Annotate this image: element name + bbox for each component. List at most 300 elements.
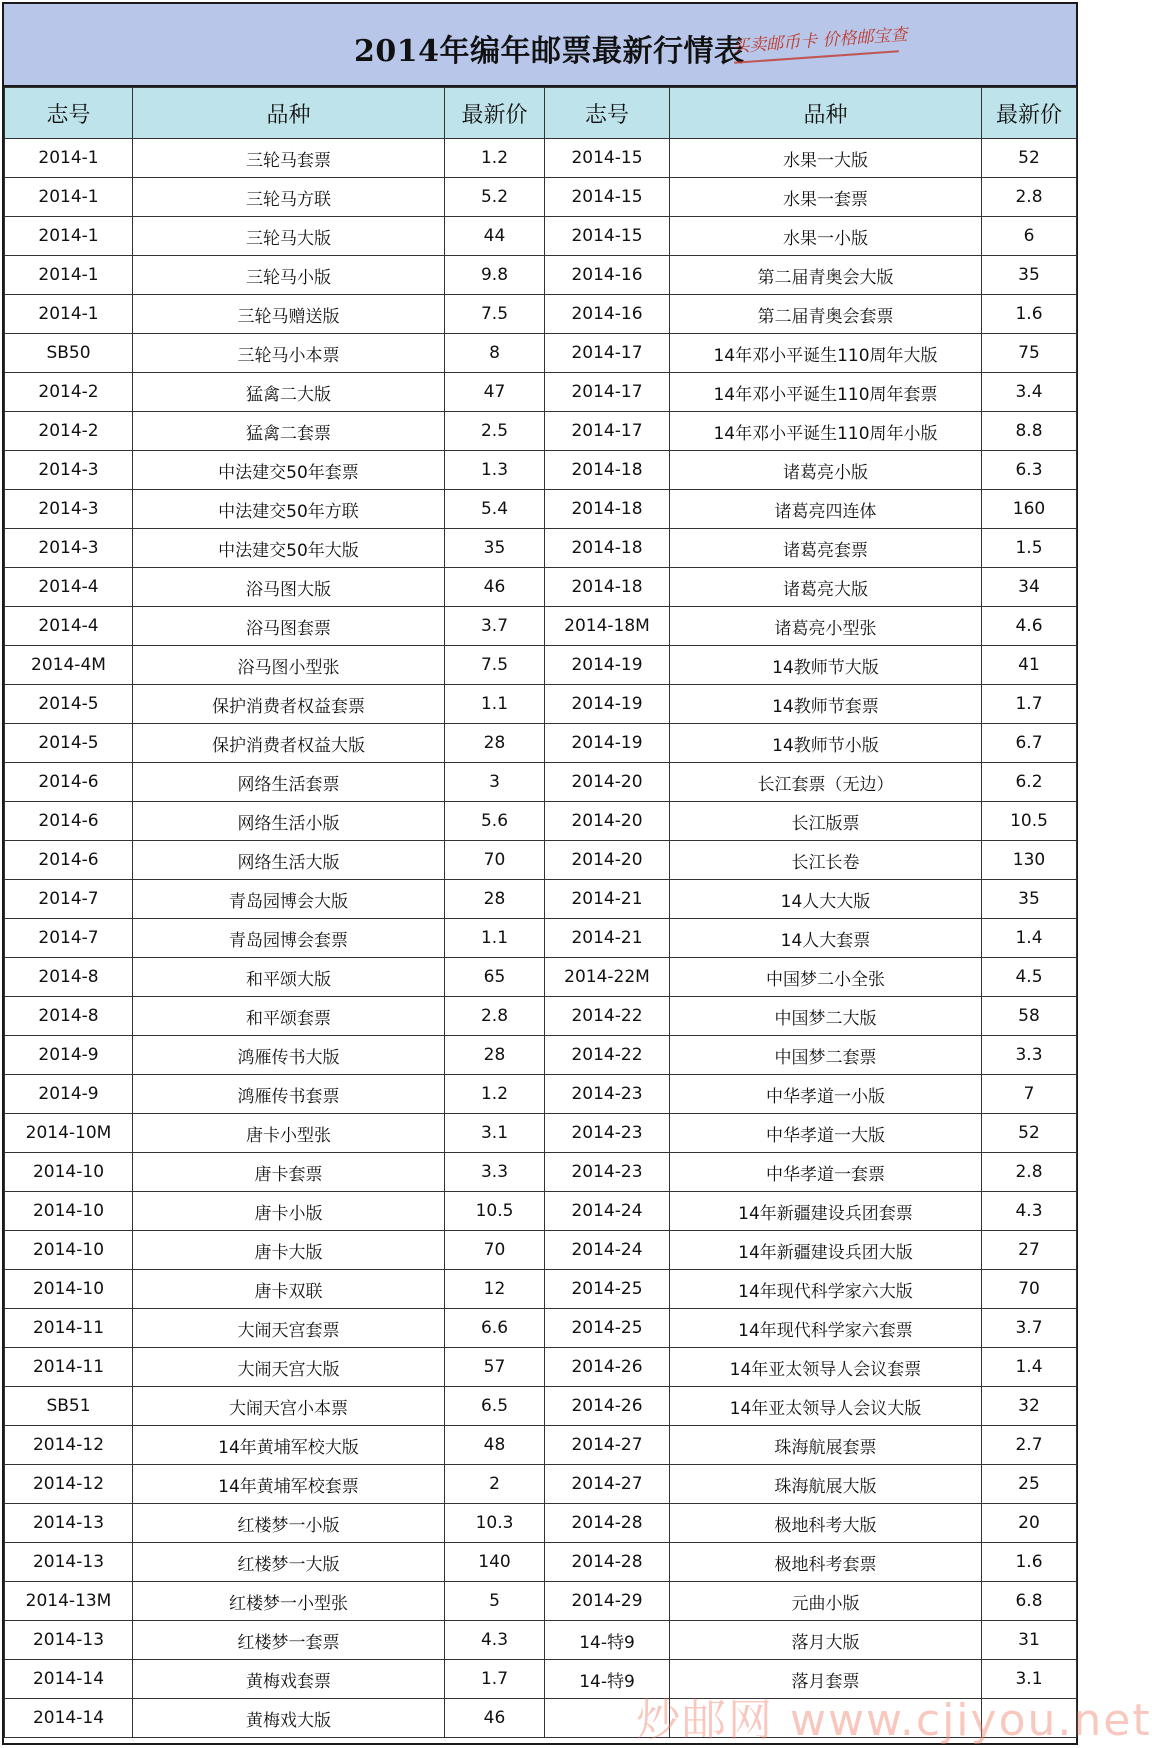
table-row [5,1387,1077,1426]
left-name-cell: 中法建交50年方联 [133,490,445,529]
table-row [5,1465,1077,1504]
table-row [5,1504,1077,1543]
left-id-cell: 2014-14 [5,1660,133,1699]
right-id-cell: 2014-18 [545,451,670,490]
right-name-cell: 14人大大版 [670,880,982,919]
left-id-cell: 2014-4 [5,607,133,646]
right-price-cell: 58 [982,997,1077,1036]
left-name-cell: 鸿雁传书套票 [133,1075,445,1114]
table-row [5,178,1077,217]
right-price-cell: 35 [982,880,1077,919]
right-name-cell: 14年邓小平诞生110周年套票 [670,373,982,412]
right-id-cell: 2014-24 [545,1192,670,1231]
left-name-cell: 唐卡小版 [133,1192,445,1231]
left-price-cell: 3.7 [445,607,545,646]
left-id-cell: 2014-1 [5,217,133,256]
left-id-cell: 2014-10 [5,1231,133,1270]
right-name-cell: 中华孝道一套票 [670,1153,982,1192]
table-row [5,763,1077,802]
left-id-cell: 2014-12 [5,1465,133,1504]
left-id-cell: 2014-2 [5,373,133,412]
right-id-cell: 2014-15 [545,217,670,256]
left-id-cell: 2014-6 [5,802,133,841]
right-price-cell: 130 [982,841,1077,880]
right-name-cell [670,1699,982,1738]
left-name-cell: 唐卡双联 [133,1270,445,1309]
right-price-cell: 35 [982,256,1077,295]
table-row [5,802,1077,841]
left-price-cell: 1.7 [445,1660,545,1699]
right-price-cell: 31 [982,1621,1077,1660]
table-row [5,841,1077,880]
right-price-cell: 3.1 [982,1660,1077,1699]
right-name-cell: 14年亚太领导人会议套票 [670,1348,982,1387]
right-price-cell: 6.7 [982,724,1077,763]
left-price-cell: 2 [445,1465,545,1504]
left-name-cell: 和平颂大版 [133,958,445,997]
right-name-cell: 诸葛亮小版 [670,451,982,490]
left-id-cell: SB51 [5,1387,133,1426]
right-id-cell: 2014-16 [545,256,670,295]
left-id-cell: 2014-9 [5,1036,133,1075]
right-name-cell: 14年邓小平诞生110周年大版 [670,334,982,373]
left-name-cell: 唐卡大版 [133,1231,445,1270]
right-name-cell: 落月大版 [670,1621,982,1660]
left-id-cell: 2014-13 [5,1504,133,1543]
left-price-cell: 46 [445,568,545,607]
left-id-cell: 2014-5 [5,724,133,763]
left-price-cell: 3.1 [445,1114,545,1153]
left-price-cell: 3.3 [445,1153,545,1192]
left-name-cell: 浴马图小型张 [133,646,445,685]
left-price-cell: 46 [445,1699,545,1738]
right-name-cell: 中华孝道一小版 [670,1075,982,1114]
table-row [5,1699,1077,1738]
right-id-cell: 2014-27 [545,1465,670,1504]
right-price-cell: 160 [982,490,1077,529]
right-name-cell: 14教师节小版 [670,724,982,763]
left-price-cell: 6.5 [445,1387,545,1426]
left-id-cell: 2014-6 [5,763,133,802]
right-name-cell: 元曲小版 [670,1582,982,1621]
table-row [5,217,1077,256]
right-price-cell: 6.3 [982,451,1077,490]
left-name-cell: 14年黄埔军校大版 [133,1426,445,1465]
left-id-cell: 2014-10 [5,1192,133,1231]
table-row [5,1114,1077,1153]
right-name-cell: 14人大套票 [670,919,982,958]
right-name-cell: 14年现代科学家六套票 [670,1309,982,1348]
left-price-cell: 28 [445,724,545,763]
right-price-cell: 3.3 [982,1036,1077,1075]
left-price-cell: 2.8 [445,997,545,1036]
right-price-cell: 1.5 [982,529,1077,568]
right-name-cell: 诸葛亮四连体 [670,490,982,529]
header-left-price: 最新价 [445,88,545,139]
table-row [5,295,1077,334]
right-id-cell: 2014-17 [545,412,670,451]
right-id-cell: 2014-17 [545,373,670,412]
right-id-cell: 2014-20 [545,802,670,841]
right-name-cell: 水果一小版 [670,217,982,256]
right-id-cell: 2014-21 [545,880,670,919]
right-id-cell: 2014-28 [545,1504,670,1543]
right-name-cell: 诸葛亮大版 [670,568,982,607]
right-id-cell: 2014-23 [545,1114,670,1153]
table-row [5,373,1077,412]
right-id-cell: 2014-19 [545,724,670,763]
price-sheet [2,2,1152,1746]
table-row [5,490,1077,529]
left-price-cell: 140 [445,1543,545,1582]
right-price-cell: 4.3 [982,1192,1077,1231]
table-row [5,568,1077,607]
left-name-cell: 红楼梦一小型张 [133,1582,445,1621]
right-name-cell: 珠海航展套票 [670,1426,982,1465]
left-name-cell: 红楼梦一大版 [133,1543,445,1582]
left-price-cell: 10.5 [445,1192,545,1231]
table-row [5,724,1077,763]
right-name-cell: 14教师节大版 [670,646,982,685]
table-row [5,646,1077,685]
left-price-cell: 8 [445,334,545,373]
left-price-cell: 3 [445,763,545,802]
table-row [5,1270,1077,1309]
left-price-cell: 5.6 [445,802,545,841]
right-name-cell: 长江套票（无边） [670,763,982,802]
left-price-cell: 12 [445,1270,545,1309]
right-price-cell: 3.7 [982,1309,1077,1348]
left-id-cell: 2014-1 [5,139,133,178]
left-id-cell: SB50 [5,334,133,373]
left-name-cell: 青岛园博会套票 [133,919,445,958]
right-price-cell: 70 [982,1270,1077,1309]
right-name-cell: 长江长卷 [670,841,982,880]
left-price-cell: 70 [445,1231,545,1270]
left-price-cell: 35 [445,529,545,568]
left-price-cell: 44 [445,217,545,256]
left-price-cell: 70 [445,841,545,880]
right-name-cell: 长江版票 [670,802,982,841]
left-price-cell: 6.6 [445,1309,545,1348]
right-id-cell: 2014-15 [545,139,670,178]
right-price-cell: 10.5 [982,802,1077,841]
right-price-cell: 4.5 [982,958,1077,997]
right-id-cell: 14-特9 [545,1660,670,1699]
right-price-cell: 6.8 [982,1582,1077,1621]
right-id-cell: 2014-16 [545,295,670,334]
left-id-cell: 2014-13 [5,1621,133,1660]
left-name-cell: 三轮马大版 [133,217,445,256]
right-name-cell: 14年新疆建设兵团套票 [670,1192,982,1231]
price-table [4,87,1077,1738]
right-price-cell: 25 [982,1465,1077,1504]
right-name-cell: 中华孝道一大版 [670,1114,982,1153]
table-row [5,919,1077,958]
left-id-cell: 2014-4 [5,568,133,607]
right-name-cell: 第二届青奥会套票 [670,295,982,334]
table-row [5,607,1077,646]
left-id-cell: 2014-6 [5,841,133,880]
right-id-cell: 2014-29 [545,1582,670,1621]
left-price-cell: 48 [445,1426,545,1465]
left-name-cell: 浴马图套票 [133,607,445,646]
left-id-cell: 2014-11 [5,1348,133,1387]
left-price-cell: 5.4 [445,490,545,529]
left-id-cell: 2014-10M [5,1114,133,1153]
left-price-cell: 9.8 [445,256,545,295]
table-row [5,958,1077,997]
right-price-cell: 6 [982,217,1077,256]
left-id-cell: 2014-11 [5,1309,133,1348]
left-name-cell: 大闹天宫套票 [133,1309,445,1348]
right-id-cell: 2014-26 [545,1348,670,1387]
left-price-cell: 28 [445,880,545,919]
left-id-cell: 2014-3 [5,490,133,529]
table-row [5,1309,1077,1348]
table-row [5,1075,1077,1114]
table-row [5,997,1077,1036]
right-price-cell: 4.6 [982,607,1077,646]
right-price-cell: 1.4 [982,919,1077,958]
right-name-cell: 14年现代科学家六大版 [670,1270,982,1309]
watermark-bottom: 炒邮网 www.cjiyou.net [636,1695,1152,1746]
table-row [5,1036,1077,1075]
table-row [5,1582,1077,1621]
left-name-cell: 网络生活套票 [133,763,445,802]
left-id-cell: 2014-5 [5,685,133,724]
left-price-cell: 1.2 [445,1075,545,1114]
left-price-cell: 47 [445,373,545,412]
right-id-cell: 2014-24 [545,1231,670,1270]
right-id-cell: 2014-18 [545,529,670,568]
right-price-cell: 1.7 [982,685,1077,724]
right-price-cell: 2.7 [982,1426,1077,1465]
left-name-cell: 和平颂套票 [133,997,445,1036]
left-id-cell: 2014-8 [5,997,133,1036]
left-price-cell: 1.1 [445,685,545,724]
right-price-cell: 3.4 [982,373,1077,412]
left-name-cell: 红楼梦一小版 [133,1504,445,1543]
right-price-cell: 6.2 [982,763,1077,802]
left-id-cell: 2014-2 [5,412,133,451]
right-name-cell: 落月套票 [670,1660,982,1699]
right-name-cell: 水果一套票 [670,178,982,217]
left-name-cell: 猛禽二大版 [133,373,445,412]
table-row [5,529,1077,568]
right-price-cell: 7 [982,1075,1077,1114]
left-name-cell: 大闹天宫大版 [133,1348,445,1387]
left-id-cell: 2014-13M [5,1582,133,1621]
right-id-cell: 2014-22M [545,958,670,997]
right-id-cell: 2014-22 [545,997,670,1036]
left-id-cell: 2014-8 [5,958,133,997]
left-name-cell: 黄梅戏套票 [133,1660,445,1699]
table-row [5,685,1077,724]
left-name-cell: 浴马图大版 [133,568,445,607]
right-name-cell: 中国梦二套票 [670,1036,982,1075]
left-name-cell: 大闹天宫小本票 [133,1387,445,1426]
left-name-cell: 唐卡套票 [133,1153,445,1192]
right-name-cell: 14年邓小平诞生110周年小版 [670,412,982,451]
watermark-top: 买卖邮币卡 价格邮宝查 [731,24,909,58]
table-row [5,1660,1077,1699]
right-price-cell: 2.8 [982,1153,1077,1192]
left-price-cell: 2.5 [445,412,545,451]
right-id-cell: 14-特9 [545,1621,670,1660]
left-name-cell: 网络生活大版 [133,841,445,880]
right-price-cell: 52 [982,1114,1077,1153]
left-id-cell: 2014-4M [5,646,133,685]
left-price-cell: 7.5 [445,646,545,685]
page-title: 2014年编年邮票最新行情表 [354,34,745,69]
left-name-cell: 三轮马方联 [133,178,445,217]
header-row [5,88,1077,139]
right-id-cell: 2014-28 [545,1543,670,1582]
right-name-cell: 中国梦二大版 [670,997,982,1036]
left-price-cell: 57 [445,1348,545,1387]
left-name-cell: 网络生活小版 [133,802,445,841]
right-name-cell: 第二届青奥会大版 [670,256,982,295]
left-name-cell: 中法建交50年大版 [133,529,445,568]
table-row [5,880,1077,919]
right-id-cell: 2014-26 [545,1387,670,1426]
left-price-cell: 28 [445,1036,545,1075]
left-id-cell: 2014-10 [5,1153,133,1192]
right-id-cell: 2014-23 [545,1153,670,1192]
table-row [5,1231,1077,1270]
right-name-cell: 14年亚太领导人会议大版 [670,1387,982,1426]
right-price-cell: 8.8 [982,412,1077,451]
table-row [5,1426,1077,1465]
left-name-cell: 保护消费者权益套票 [133,685,445,724]
right-id-cell: 2014-18 [545,490,670,529]
right-id-cell: 2014-23 [545,1075,670,1114]
table-row [5,256,1077,295]
right-id-cell: 2014-19 [545,685,670,724]
table-row [5,1543,1077,1582]
right-id-cell: 2014-19 [545,646,670,685]
table-row [5,334,1077,373]
left-id-cell: 2014-3 [5,451,133,490]
right-price-cell: 1.6 [982,295,1077,334]
left-name-cell: 唐卡小型张 [133,1114,445,1153]
right-id-cell: 2014-25 [545,1270,670,1309]
left-id-cell: 2014-13 [5,1543,133,1582]
left-price-cell: 1.1 [445,919,545,958]
right-id-cell [545,1699,670,1738]
right-id-cell: 2014-17 [545,334,670,373]
right-price-cell: 1.4 [982,1348,1077,1387]
right-name-cell: 极地科考套票 [670,1543,982,1582]
left-name-cell: 保护消费者权益大版 [133,724,445,763]
header-right-price: 最新价 [982,88,1077,139]
left-price-cell: 4.3 [445,1621,545,1660]
table-body [5,139,1077,1738]
header-right-name: 品种 [670,88,982,139]
left-id-cell: 2014-3 [5,529,133,568]
left-id-cell: 2014-1 [5,295,133,334]
right-id-cell: 2014-21 [545,919,670,958]
right-price-cell [982,1699,1077,1738]
left-id-cell: 2014-1 [5,178,133,217]
table-row [5,139,1077,178]
right-id-cell: 2014-15 [545,178,670,217]
right-name-cell: 极地科考大版 [670,1504,982,1543]
left-id-cell: 2014-12 [5,1426,133,1465]
left-name-cell: 猛禽二套票 [133,412,445,451]
right-id-cell: 2014-22 [545,1036,670,1075]
header-right-id: 志号 [545,88,670,139]
right-price-cell: 27 [982,1231,1077,1270]
table-row [5,451,1077,490]
left-price-cell: 5.2 [445,178,545,217]
right-id-cell: 2014-20 [545,763,670,802]
left-name-cell: 黄梅戏大版 [133,1699,445,1738]
left-price-cell: 1.3 [445,451,545,490]
right-id-cell: 2014-20 [545,841,670,880]
header-left-id: 志号 [5,88,133,139]
left-name-cell: 中法建交50年套票 [133,451,445,490]
right-price-cell: 2.8 [982,178,1077,217]
left-price-cell: 10.3 [445,1504,545,1543]
title-bar [4,4,1076,87]
left-name-cell: 三轮马套票 [133,139,445,178]
right-id-cell: 2014-27 [545,1426,670,1465]
left-id-cell: 2014-7 [5,880,133,919]
right-id-cell: 2014-18M [545,607,670,646]
left-price-cell: 1.2 [445,139,545,178]
right-name-cell: 诸葛亮小型张 [670,607,982,646]
left-name-cell: 三轮马小本票 [133,334,445,373]
left-id-cell: 2014-1 [5,256,133,295]
left-id-cell: 2014-14 [5,1699,133,1738]
right-price-cell: 41 [982,646,1077,685]
right-name-cell: 珠海航展大版 [670,1465,982,1504]
left-name-cell: 青岛园博会大版 [133,880,445,919]
right-price-cell: 52 [982,139,1077,178]
left-name-cell: 三轮马小版 [133,256,445,295]
table-row [5,1348,1077,1387]
left-price-cell: 65 [445,958,545,997]
right-price-cell: 1.6 [982,1543,1077,1582]
right-name-cell: 14年新疆建设兵团大版 [670,1231,982,1270]
right-name-cell: 14教师节套票 [670,685,982,724]
left-price-cell: 7.5 [445,295,545,334]
left-name-cell: 鸿雁传书大版 [133,1036,445,1075]
right-id-cell: 2014-25 [545,1309,670,1348]
left-id-cell: 2014-7 [5,919,133,958]
right-name-cell: 中国梦二小全张 [670,958,982,997]
table-row [5,1621,1077,1660]
left-price-cell: 5 [445,1582,545,1621]
left-id-cell: 2014-10 [5,1270,133,1309]
right-name-cell: 水果一大版 [670,139,982,178]
left-name-cell: 14年黄埔军校套票 [133,1465,445,1504]
table-row [5,1153,1077,1192]
table-row [5,1192,1077,1231]
right-price-cell: 20 [982,1504,1077,1543]
right-id-cell: 2014-18 [545,568,670,607]
right-price-cell: 34 [982,568,1077,607]
right-price-cell: 75 [982,334,1077,373]
right-name-cell: 诸葛亮套票 [670,529,982,568]
right-price-cell: 32 [982,1387,1077,1426]
left-name-cell: 红楼梦一套票 [133,1621,445,1660]
header-left-name: 品种 [133,88,445,139]
table-row [5,412,1077,451]
left-name-cell: 三轮马赠送版 [133,295,445,334]
